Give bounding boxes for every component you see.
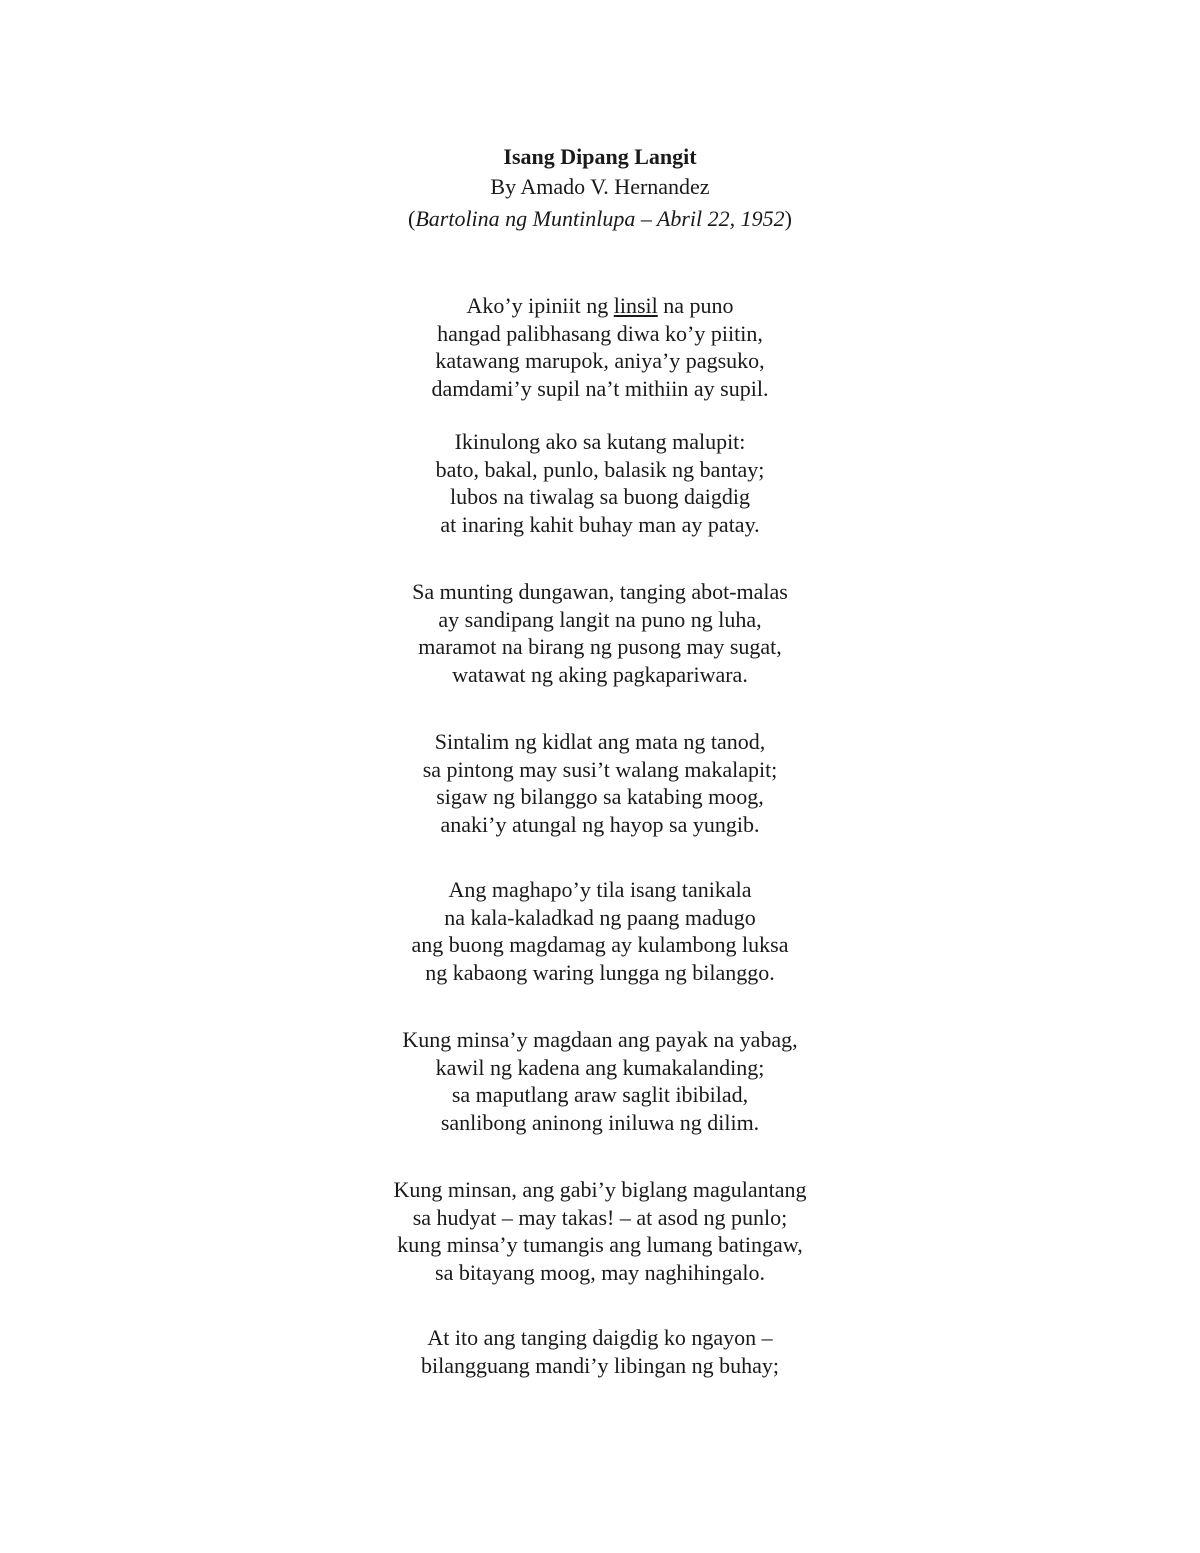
stanza-line: watawat ng aking pagkapariwara. bbox=[452, 661, 748, 687]
stanza-line: Kung minsan, ang gabi’y biglang magulantang bbox=[393, 1177, 807, 1202]
stanza-6 bbox=[0, 1026, 1200, 1136]
place-paren-open: ( bbox=[408, 206, 416, 231]
poem-place-date bbox=[0, 202, 1200, 236]
stanza-line: sa maputlang araw saglit ibibilad, bbox=[451, 1082, 749, 1107]
stanza-line: sa hudyat – may takas! – at asod ng punlo; bbox=[412, 1204, 788, 1230]
stanza-line: Sintalim ng kidlat ang mata ng tanod, bbox=[434, 729, 766, 754]
stanza-4 bbox=[0, 728, 1200, 838]
stanza-line: hangad palibhasang diwa ko’y piitin, bbox=[437, 320, 763, 346]
poem-title: Isang Dipang Langit bbox=[503, 144, 697, 169]
line-text: Ako’y ipiniit ng bbox=[466, 293, 614, 318]
stanza-line: na kala-kaladkad ng paang madugo bbox=[444, 904, 756, 930]
stanza-line: ng kabaong waring lungga ng bilanggo. bbox=[425, 959, 775, 985]
stanza-3 bbox=[0, 578, 1200, 688]
stanza-line: anaki’y atungal ng hayop sa yungib. bbox=[440, 811, 760, 837]
place-paren-close: ) bbox=[784, 206, 792, 231]
place-text: Bartolina ng Muntinlupa – Abril 22, 1952 bbox=[415, 206, 785, 231]
stanza-line: lubos na tiwalag sa buong daigdig bbox=[449, 484, 750, 509]
stanza-line: bato, bakal, punlo, balasik ng bantay; bbox=[435, 456, 765, 482]
stanza-line: Sa munting dungawan, tanging abot-malas bbox=[412, 579, 788, 604]
stanza-line: At ito ang tanging daigdig ko ngayon – bbox=[427, 1325, 773, 1350]
stanza-line: ay sandipang langit na puno ng luha, bbox=[438, 606, 762, 632]
stanza-line: damdami’y supil na’t mithiin ay supil. bbox=[431, 375, 769, 401]
stanza-line: sanlibong aninong iniluwa ng dilim. bbox=[440, 1109, 760, 1135]
stanza-5 bbox=[0, 876, 1200, 986]
stanza-7 bbox=[0, 1176, 1200, 1286]
stanza-line: at inaring kahit buhay man ay patay. bbox=[440, 511, 760, 537]
stanza-line: ang buong magdamag ay kulambong luksa bbox=[411, 932, 789, 957]
line-text: na puno bbox=[657, 293, 734, 318]
stanza-line: maramot na birang ng pusong may sugat, bbox=[418, 634, 782, 659]
stanza-line: kung minsa’y tumangis ang lumang batingaw, bbox=[397, 1232, 803, 1257]
underlined-word: linsil bbox=[613, 293, 658, 318]
stanza-line: Ang maghapo’y tila isang tanikala bbox=[448, 877, 752, 902]
stanza-line bbox=[0, 292, 1200, 320]
stanza-line: Ikinulong ako sa kutang malupit: bbox=[454, 429, 746, 454]
stanza-line: sigaw ng bilanggo sa katabing moog, bbox=[436, 784, 764, 809]
stanza-line: katawang marupok, aniya’y pagsuko, bbox=[435, 348, 765, 373]
stanza-line: kawil ng kadena ang kumakalanding; bbox=[435, 1054, 765, 1080]
stanza-8 bbox=[0, 1324, 1200, 1379]
stanza-1 bbox=[0, 292, 1200, 402]
stanza-line: sa pintong may susi’t walang makalapit; bbox=[422, 756, 778, 782]
stanza-line: bilangguang mandi’y libingan ng buhay; bbox=[420, 1352, 780, 1378]
stanza-2 bbox=[0, 428, 1200, 538]
stanza-line: Kung minsa’y magdaan ang payak na yabag, bbox=[402, 1027, 798, 1052]
poem-author: By Amado V. Hernandez bbox=[490, 174, 710, 199]
stanza-line: sa bitayang moog, may naghihingalo. bbox=[435, 1259, 765, 1285]
